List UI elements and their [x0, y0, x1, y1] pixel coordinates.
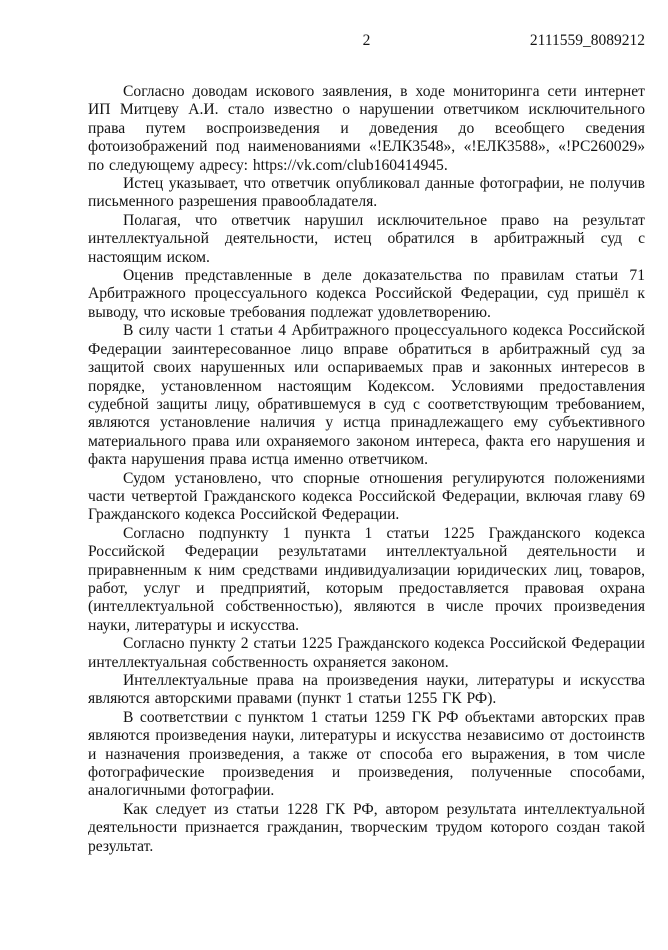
paragraph: Интеллектуальные права на произведения науки, литературы и искусства являются авторскими правами (пункт 1 статьи 1255 ГК РФ). — [88, 672, 645, 708]
paragraph: Согласно подпункту 1 пункта 1 статьи 1225 Гражданского кодекса Российской Федерации результатами интеллектуальной деятельности и приравненным к ним средствами индивидуализации юридических лиц, товаров, работ, услуг и предприятий, которым предоставляется правовая охрана (интеллектуальной собственностью), являются в числе прочих произведения науки, литературы и искусства. — [88, 524, 645, 634]
paragraph: Согласно пункту 2 статьи 1225 Гражданского кодекса Российской Федерации интеллектуальная собственность охраняется законом. — [88, 635, 645, 671]
document-id: 2111559_8089212 — [529, 32, 645, 49]
paragraph: Полагая, что ответчик нарушил исключительное право на результат интеллектуальной деятельности, истец обратился в арбитражный суд с настоящим иском. — [88, 211, 645, 266]
document-body — [88, 83, 645, 856]
paragraph: Судом установлено, что спорные отношения регулируются положениями части четвертой Гражданского кодекса Российской Федерации, включая главу 69 Гражданского кодекса Российской Федерации. — [88, 469, 645, 524]
page-number: 2 — [362, 32, 371, 49]
paragraph: Как следует из статьи 1228 ГК РФ, автором результата интеллектуальной деятельности признается гражданин, творческим трудом которого создан такой результат. — [88, 800, 645, 855]
paragraph: Истец указывает, что ответчик опубликовал данные фотографии, не получив письменного разрешения правообладателя. — [88, 175, 645, 211]
page-header — [88, 33, 645, 48]
paragraph: В соответствии с пунктом 1 статьи 1259 ГК РФ объектами авторских прав являются произведения науки, литературы и искусства независимо от достоинств и назначения произведения, а также от способа его выражения, в том числе фотографические произведения и произведения, полученные способами, аналогичными фотографии. — [88, 708, 645, 800]
paragraph: В силу части 1 статьи 4 Арбитражного процессуального кодекса Российской Федерации заинтересованное лицо вправе обратиться в арбитражный суд за защитой своих нарушенных или оспариваемых прав и законных интересов в порядке, установленном настоящим Кодексом. Условиями предоставления судебной защиты лицу, обратившемуся в суд с соответствующим требованием, являются установление наличия у истца принадлежащего ему субъективного материального права или охраняемого законом интереса, факта его нарушения и факта нарушения права истца именно ответчиком. — [88, 322, 645, 469]
paragraph: Согласно доводам искового заявления, в ходе мониторинга сети интернет ИП Митцеву А.И. стало известно о нарушении ответчиком исключительного права путем воспроизведения и доведения до всеобщего сведения фотоизображений под наименованиями «!ЕЛК3548», «!ЕЛК3588», «!РС260029» по следующему адресу: https://vk.com/club160414945. — [88, 83, 645, 174]
paragraph: Оценив представленные в деле доказательства по правилам статьи 71 Арбитражного процессуального кодекса Российской Федерации, суд пришёл к выводу, что исковые требования подлежат удовлетворению. — [88, 267, 645, 321]
